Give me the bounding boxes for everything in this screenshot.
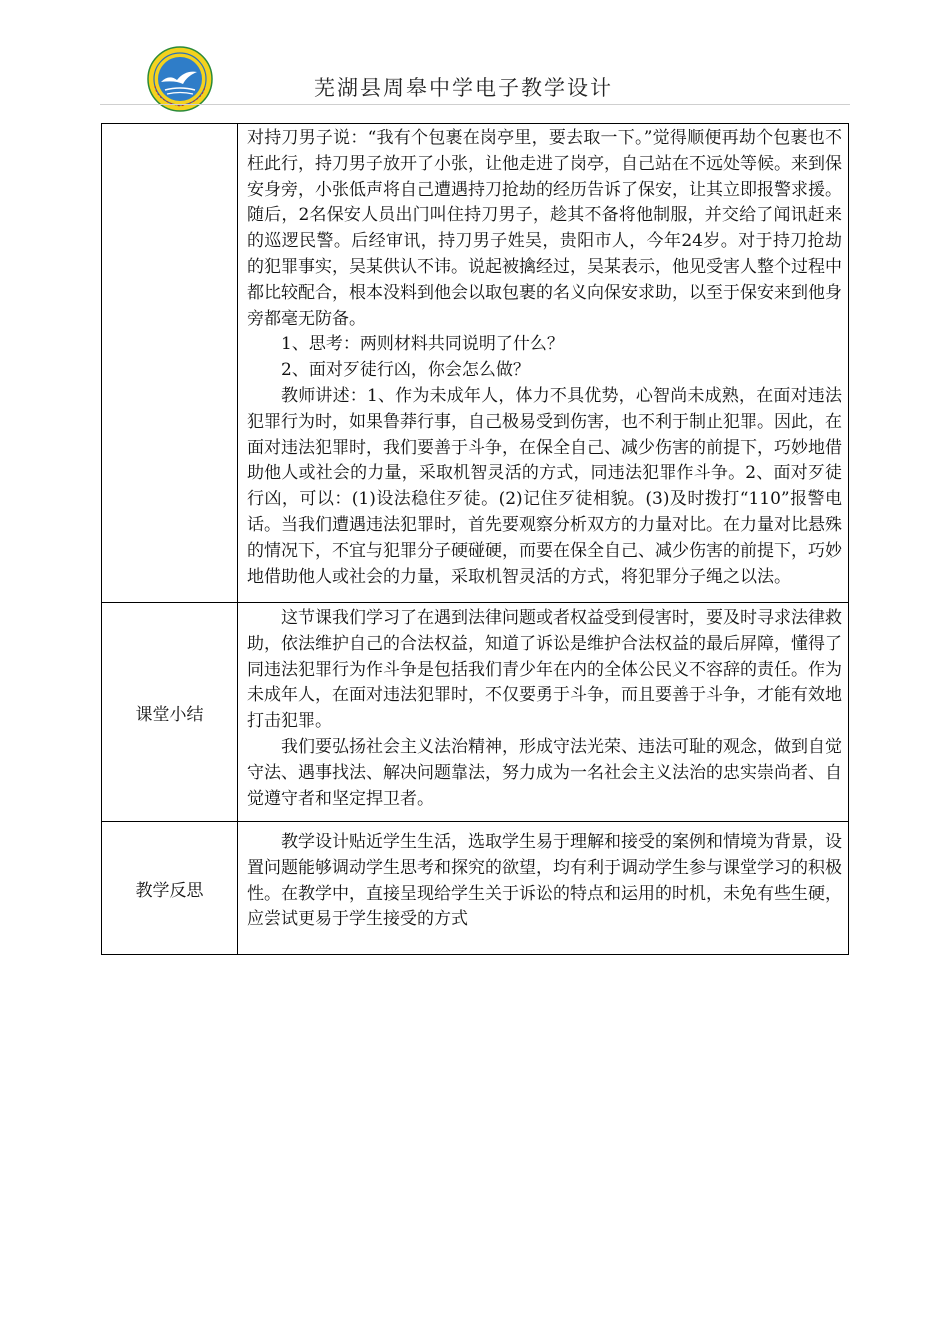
header-divider <box>100 104 850 105</box>
page-title: 芜湖县周皋中学电子教学设计 <box>314 76 613 100</box>
row-label <box>102 124 238 603</box>
paragraph: 教师讲述：1、作为未成年人，体力不具优势，心智尚未成熟，在面对违法犯罪行为时，如果鲁莽行事，自己极易受到伤害，也不利于制止犯罪。因此，在面对违法犯罪时，我们要善于斗争，在保全自己、减少伤害的前提下，巧妙地借助他人或社会的力量，采取机智灵活的方式，同违法犯罪作斗争。2、面对歹徒行凶，可以：(1)设法稳住歹徒。(2)记住歹徒相貌。(3)及时拨打“110”报警电话。当我们遭遇违法犯罪时，首先要观察分析双方的力量对比。在力量对比悬殊的情况下，不宜与犯罪分子硬碰硬，而要在保全自己、减少伤害的前提下，巧妙地借助他人或社会的力量，采取机智灵活的方式，将犯罪分子绳之以法。 <box>247 385 842 587</box>
paragraph: 对持刀男子说：“我有个包裹在岗亭里，要去取一下。”觉得顺便再劫个包裹也不枉此行，持刀男子放开了小张，让他走进了岗亭，自己站在不远处等候。来到保安身旁，小张低声将自己遭遇持刀抢劫的经历告诉了保安，让其立即报警求援。随后，2名保安人员出门叫住持刀男子，趁其不备将他制服，并交给了闻讯赶来的巡逻民警。后经审讯，持刀男子姓吴，贵阳市人，今年24岁。对于持刀抢劫的犯罪事实，吴某供认不讳。说起被擒经过，吴某表示，他见受害人整个过程中都比较配合，根本没料到他会以取包裹的名义向保安求助，以至于保安来到他身旁都毫无防备。 <box>247 128 842 329</box>
table-row-teaching-reflection <box>102 822 849 955</box>
row-content <box>238 822 849 955</box>
row-content <box>238 603 849 822</box>
table-row-class-summary <box>102 603 849 822</box>
row-label: 课堂小结 <box>102 603 238 822</box>
row-label: 教学反思 <box>102 822 238 955</box>
paragraph: 2、面对歹徒行凶，你会怎么做？ <box>281 360 530 381</box>
row-content <box>238 124 849 603</box>
paragraph: 教学设计贴近学生生活，选取学生易于理解和接受的案例和情境为背景，设置问题能够调动学生思考和探究的欲望，均有利于调动学生参与课堂学习的积极性。在教学中，直接呈现给学生关于诉讼的特点和运用的时机，未免有些生硬，应尝试更易于学生接受的方式 <box>247 832 842 930</box>
school-emblem-seagull-icon <box>147 46 213 112</box>
lesson-design-table <box>101 123 849 955</box>
table-row-continued <box>102 124 849 603</box>
paragraph: 这节课我们学习了在遇到法律问题或者权益受到侵害时，要及时寻求法律救助，依法维护自己的合法权益，知道了诉讼是维护合法权益的最后屏障，懂得了同违法犯罪行为作斗争是包括我们青少年在内的全体公民义不容辞的责任。作为未成年人，在面对违法犯罪时，不仅要勇于斗争，而且要善于斗争，才能有效地打击犯罪。 <box>247 608 842 732</box>
paragraph: 我们要弘扬社会主义法治精神，形成守法光荣、违法可耻的观念，做到自觉守法、遇事找法、解决问题靠法，努力成为一名社会主义法治的忠实崇尚者、自觉遵守者和坚定捍卫者。 <box>247 736 842 809</box>
paragraph: 1、思考：两则材料共同说明了什么？ <box>281 334 564 355</box>
